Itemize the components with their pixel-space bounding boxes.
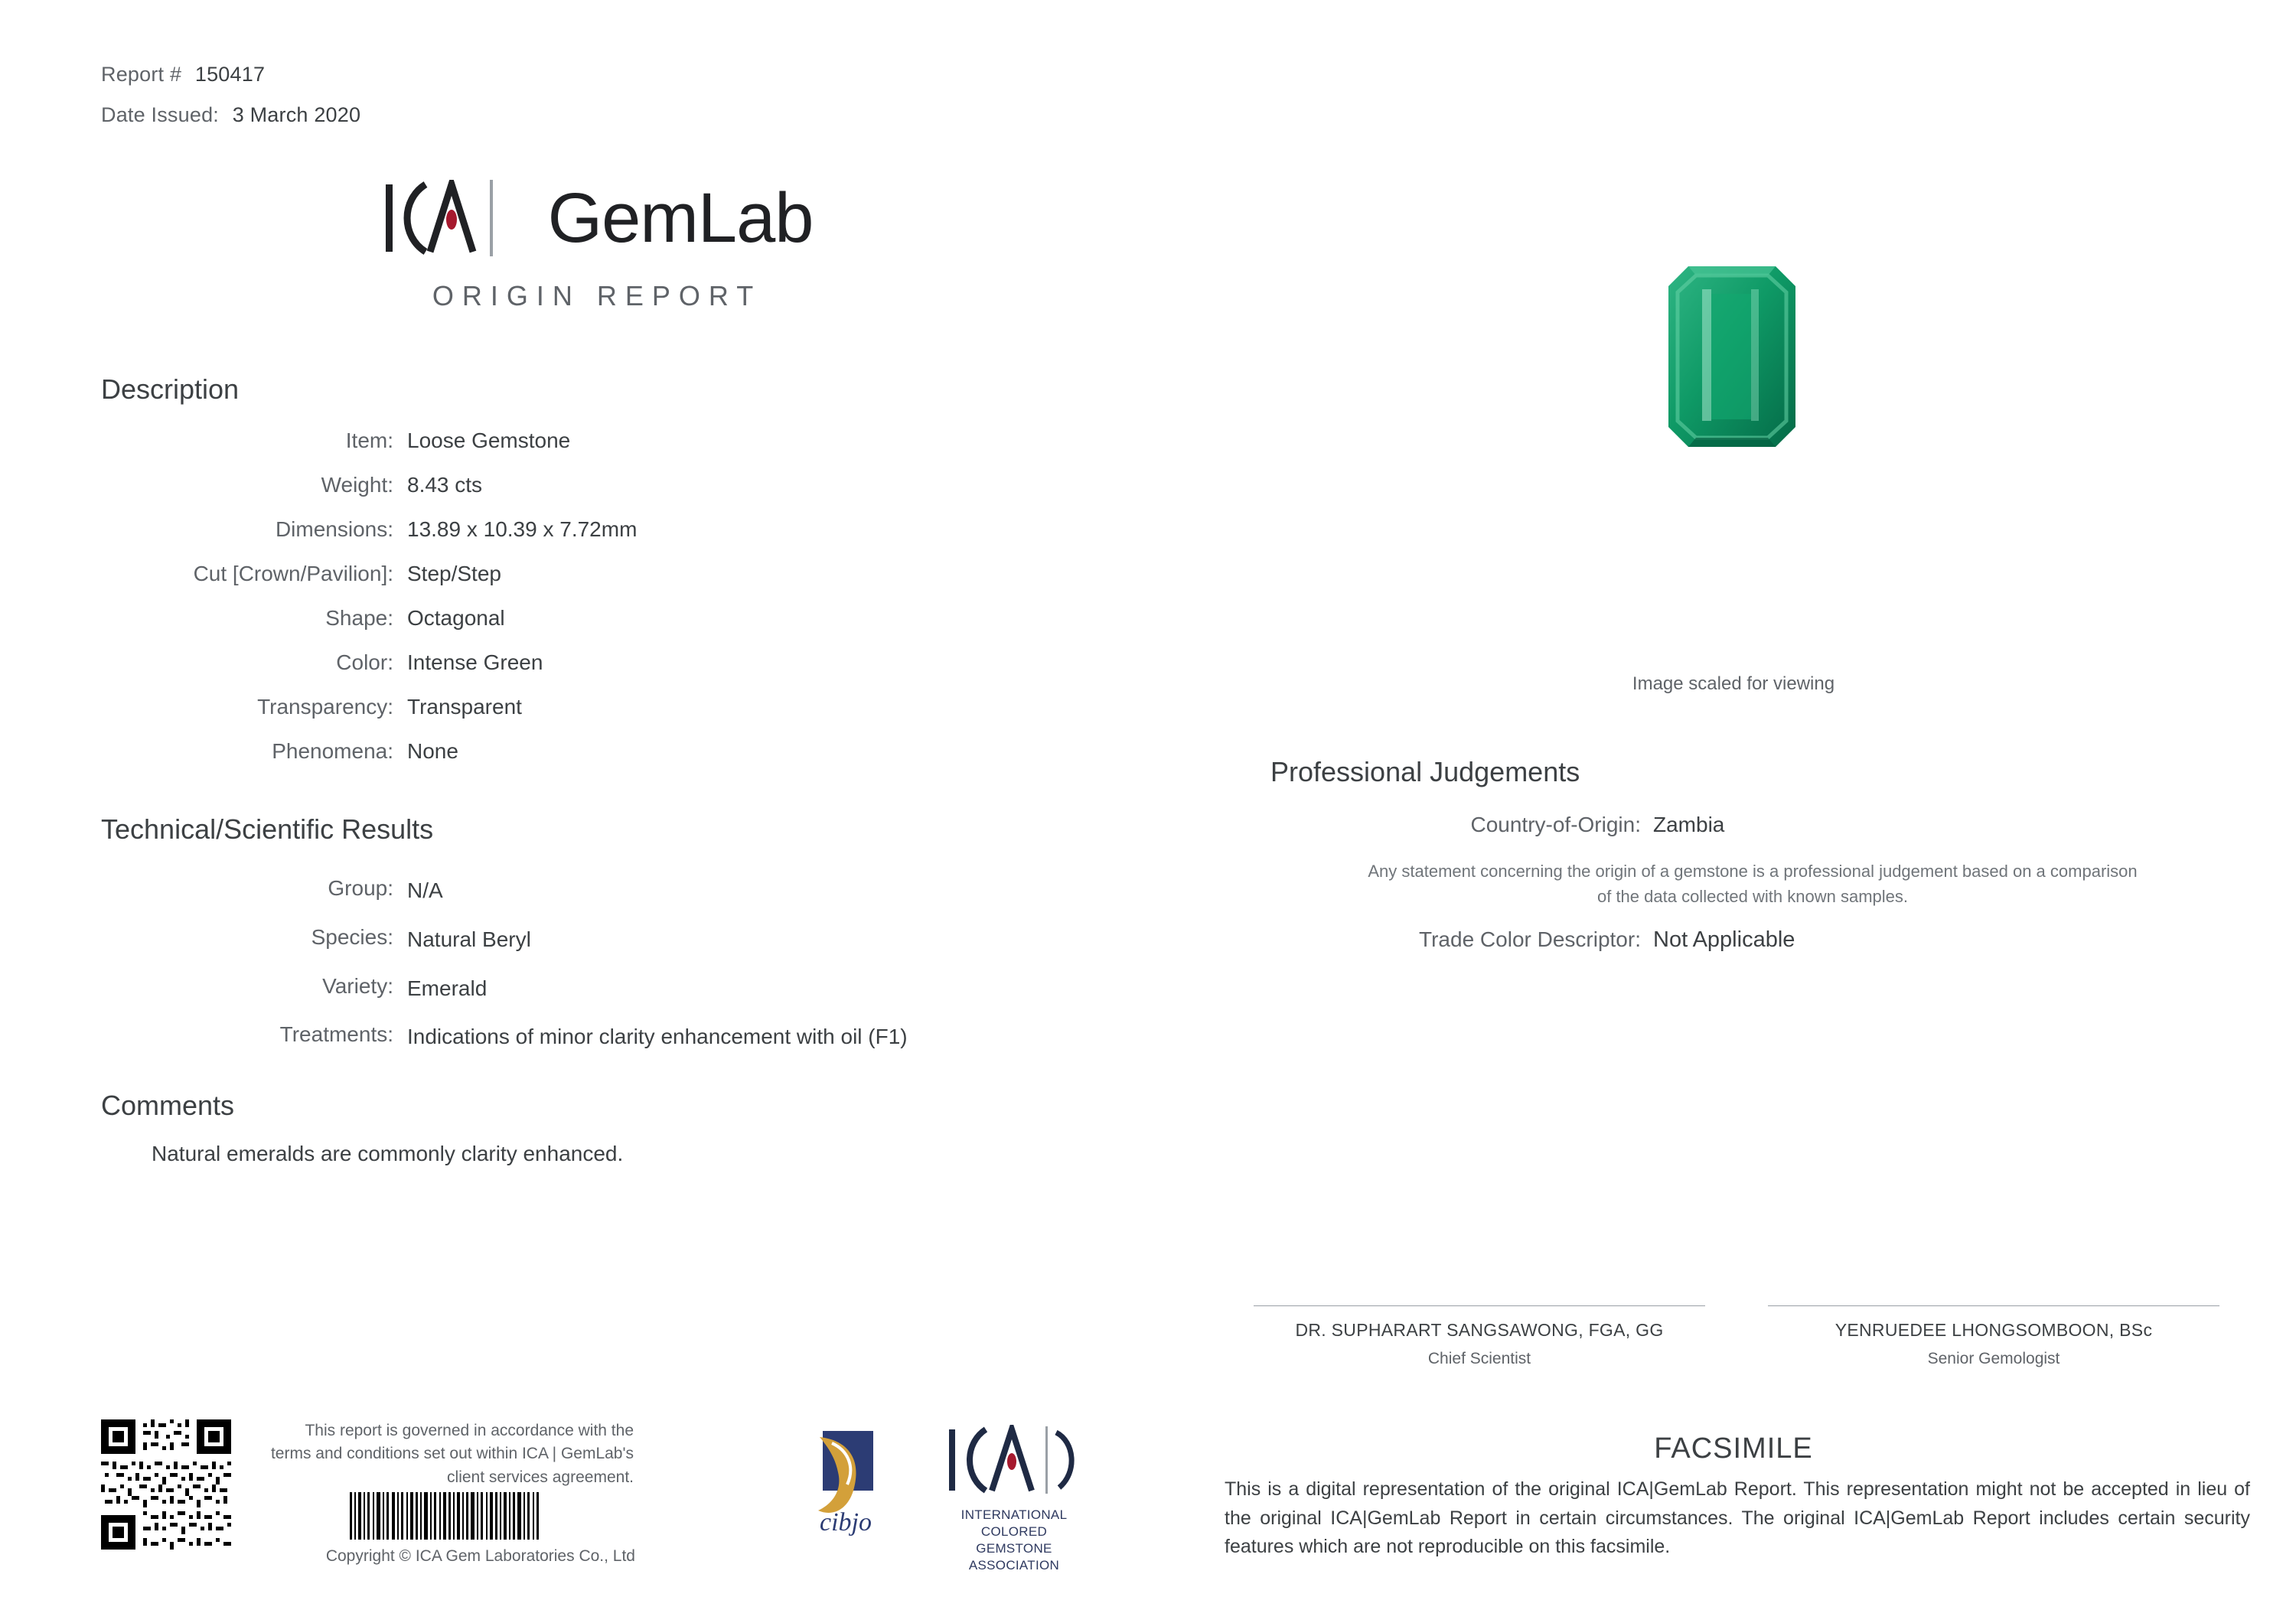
table-row: [101, 429, 1096, 453]
signature-role: Chief Scientist: [1427, 1350, 1531, 1367]
origin-row: [1270, 813, 2235, 837]
technical-heading: Technical/Scientific Results: [101, 813, 434, 845]
description-table: [101, 429, 1096, 784]
row-label: Variety:: [322, 973, 393, 998]
svg-text:cibjo: cibjo: [820, 1508, 872, 1537]
row-value: Indications of minor clarity enhancement with oil (F1): [407, 1025, 908, 1049]
report-meta: [101, 63, 360, 144]
trade-color-value: Not Applicable: [1653, 927, 1795, 952]
cibjo-logo-icon: [792, 1425, 899, 1547]
row-value: Step/Step: [407, 562, 501, 585]
row-value: Intense Green: [407, 650, 543, 674]
row-label: Phenomena:: [272, 739, 393, 763]
row-value: Natural Beryl: [407, 927, 531, 951]
report-number-row: [101, 63, 360, 86]
row-label: Dimensions:: [275, 517, 393, 541]
row-label: Species:: [311, 924, 393, 949]
report-number-label: Report #: [101, 63, 182, 86]
ica-association-logo: [941, 1425, 1087, 1573]
row-label: Color:: [336, 650, 393, 674]
row-label: Weight:: [321, 473, 393, 497]
legal-notice: This report is governed in accordance with the terms and conditions set out within ICA | GemLab's client services agreement.: [270, 1422, 634, 1486]
date-issued-row: [101, 103, 360, 127]
table-row: [101, 606, 1096, 631]
row-label: Group:: [328, 876, 393, 900]
description-heading: Description: [101, 373, 240, 405]
comments-text: Natural emeralds are commonly clarity enhanced.: [152, 1142, 624, 1165]
report-number-value: 150417: [194, 63, 266, 86]
table-row: [101, 695, 1096, 719]
ica-monogram-icon: [381, 181, 534, 255]
date-issued-label: Date Issued:: [101, 103, 219, 126]
table-row: [101, 739, 1096, 764]
row-value: Emerald: [407, 976, 488, 1000]
table-row: [101, 876, 1172, 905]
row-value: Loose Gemstone: [407, 429, 571, 452]
trade-color-row: [1270, 927, 2235, 953]
brand-subtitle: ORIGIN REPORT: [432, 280, 762, 311]
trade-color-label: Trade Color Descriptor:: [1419, 927, 1641, 951]
table-row: [101, 650, 1096, 675]
origin-disclaimer: Any statement concerning the origin of a gemstone is a professional judgement based on a comparison of the data collected with known samples.: [1368, 862, 2138, 906]
comments-heading: Comments: [101, 1090, 235, 1121]
signature-name: YENRUEDEE LHONGSOMBOON, BSc: [1835, 1320, 2153, 1340]
professional-judgements-heading: Professional Judgements: [1270, 756, 1580, 787]
signature-line: [1254, 1305, 1705, 1306]
row-value: Octagonal: [407, 606, 505, 630]
date-issued-value: 3 March 2020: [232, 103, 361, 126]
technical-table: [101, 876, 1172, 1071]
signature-role: Senior Gemologist: [1927, 1350, 2060, 1367]
signature-block-senior-gemologist: [1768, 1305, 2219, 1368]
row-value: N/A: [407, 878, 443, 902]
row-label: Item:: [345, 429, 393, 452]
table-row: [101, 974, 1172, 1003]
origin-label: Country-of-Origin:: [1470, 813, 1641, 836]
table-row: [101, 925, 1172, 954]
origin-value: Zambia: [1653, 813, 1725, 836]
table-row: [101, 517, 1096, 542]
signature-block-chief-scientist: [1254, 1305, 1705, 1368]
facsimile-title: FACSIMILE: [1654, 1432, 1813, 1465]
row-value: 13.89 x 10.39 x 7.72mm: [407, 517, 638, 541]
signature-name: DR. SUPHARART SANGSAWONG, FGA, GG: [1295, 1320, 1664, 1340]
brand-logo: [306, 176, 888, 312]
qr-code-icon: [101, 1419, 231, 1550]
row-value: Transparent: [407, 695, 522, 719]
signature-line: [1768, 1305, 2219, 1306]
row-label: Treatments:: [279, 1022, 393, 1047]
row-label: Shape:: [325, 606, 393, 630]
row-label: Cut [Crown/Pavilion]:: [193, 562, 393, 585]
gemstone-image: [1668, 266, 1795, 447]
facsimile-text: This is a digital representation of the original ICA|GemLab Report. This representation might not be accepted in lieu of the original ICA|GemLab Report in certain circumstances. The original ICA|GemLab Report includes certain security features which are not reproducible on this facsimile.: [1225, 1478, 2250, 1557]
table-row: [101, 1022, 1172, 1051]
table-row: [101, 473, 1096, 497]
row-value: None: [407, 739, 458, 763]
row-label: Transparency:: [257, 695, 393, 719]
gem-image-caption: Image scaled for viewing: [1632, 673, 1835, 694]
barcode-icon: [348, 1492, 540, 1540]
copyright-notice: Copyright © ICA Gem Laboratories Co., Ltd: [325, 1547, 635, 1565]
row-value: 8.43 cts: [407, 473, 483, 497]
ica-association-label: INTERNATIONAL COLORED GEMSTONE ASSOCIATION: [960, 1507, 1068, 1573]
table-row: [101, 562, 1096, 586]
brand-name: GemLab: [547, 179, 814, 257]
